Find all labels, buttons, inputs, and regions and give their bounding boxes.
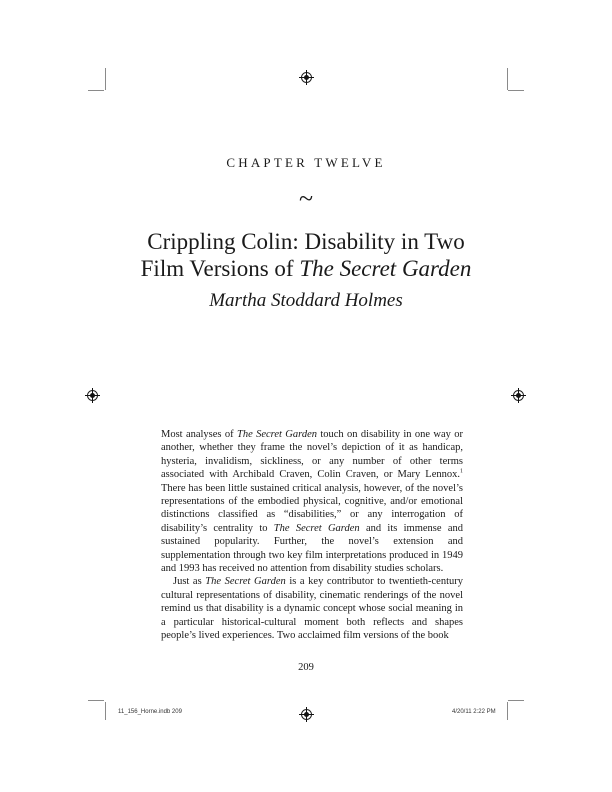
crop-mark-top-left-v <box>105 68 106 90</box>
chapter-label: CHAPTER TWELVE <box>226 155 386 170</box>
chapter-title-prefix: Film Versions of <box>140 256 300 281</box>
crop-mark-top-right-h <box>508 90 524 91</box>
p1-italic-c: The Secret Garden <box>273 522 360 534</box>
crop-mark-bottom-right-h <box>508 700 524 701</box>
chapter-title <box>0 228 612 282</box>
registration-mark-bottom-icon <box>301 709 312 720</box>
p1-text-a: Most analyses of <box>161 429 237 440</box>
registration-mark-left-icon <box>87 390 98 401</box>
page-number: 209 <box>298 662 314 673</box>
p1-text-c: There has been little sustained critical analysis, however, of the novel’s representations of the embodied physical, cognitive, and/or emotional distinctions classified as “disabilities,” or any interrogation of disability’s centrality to <box>161 482 463 534</box>
paragraph-1 <box>161 428 463 575</box>
registration-mark-top-icon <box>301 72 312 83</box>
author-name: Martha Stoddard Holmes <box>209 290 403 311</box>
p2-text-b: is a key contributor to twentieth-century cultural representations of disability, cinematic renderings of the novel remind us that disability is a dynamic concept whose social meaning in a particular historical-cultural moment both reflects and shapes people’s lived experiences. Two acclaimed film versions of the book <box>161 576 463 642</box>
chapter-title-italic: The Secret Garden <box>299 256 472 281</box>
body-text <box>161 428 463 643</box>
p2-italic-a: The Secret Garden <box>205 576 286 588</box>
p1-text-d: and its immense and sustained popularity. Further, the novel’s extension and supplementation through two key film interpretations produced in 1949 and 1993 has received no attention from disability studies scholars. <box>161 522 463 575</box>
crop-mark-top-left-h <box>88 90 104 91</box>
slug-right: 4/20/11 2:22 PM <box>452 709 496 715</box>
p1-text-b: touch on disability in one way or another, whether they frame the novel’s depiction of it as handicap, hysteria, invalidism, sickliness, or any number of other terms associated with Archibald Craven, Colin Craven, or Mary Lennox. <box>161 429 463 481</box>
crop-mark-bottom-left-v <box>105 702 106 720</box>
paragraph-2 <box>161 575 463 642</box>
chapter-title-line-2 <box>0 255 612 282</box>
footnote-ref-1[interactable]: 1 <box>460 468 463 475</box>
crop-mark-top-right-v <box>507 68 508 90</box>
crop-mark-bottom-left-h <box>88 700 104 701</box>
p1-italic-a: The Secret Garden <box>236 429 317 440</box>
chapter-title-line-1: Crippling Colin: Disability in Two <box>147 229 465 254</box>
p2-text-a: Just as <box>173 576 206 588</box>
slug-left: 11_156_Horne.indb 209 <box>118 709 182 715</box>
registration-mark-right-icon <box>513 390 524 401</box>
crop-mark-bottom-right-v <box>507 702 508 720</box>
chapter-ornament: ~ <box>298 184 314 213</box>
